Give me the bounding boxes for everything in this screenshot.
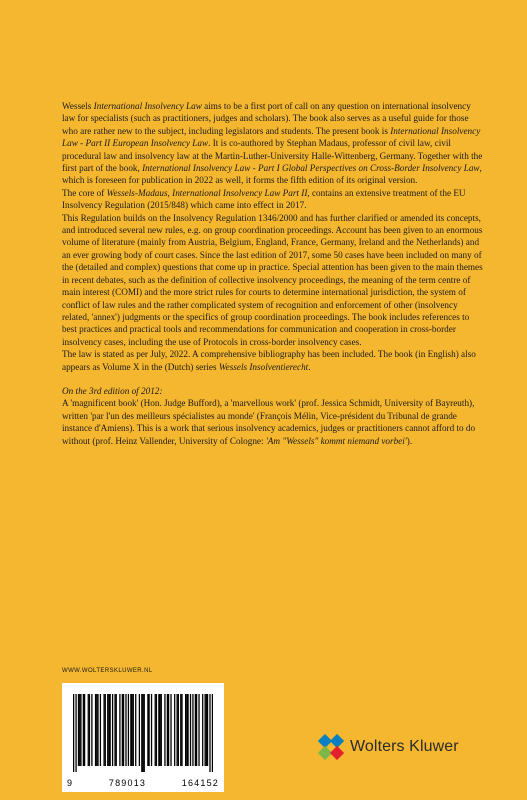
isbn-digit-group: 164152 <box>181 778 219 788</box>
isbn-barcode <box>62 683 224 792</box>
isbn-digit-group: 9 <box>67 778 74 788</box>
isbn-digits <box>67 778 219 788</box>
publisher-name: Wolters Kluwer <box>350 738 459 755</box>
reviews-body: A 'magnificent book' (Hon. Judge Bufford), a 'marvellous work' (prof. Jessica Schmidt, University of Bayreuth), written 'par l'un des meilleurs spécialistes au monde' (François Mélin, Vice-président du Tribunal de grande instance d'Amiens). This is a work that serious insolvency academics, judges or practitioners cannot afford to do without (prof. Heinz Vallender, University of Cologne: 'Am "Wessels" kommt niemand vorbei'). <box>62 398 476 446</box>
publisher-logo <box>318 734 459 760</box>
description-paragraph-3: This Regulation builds on the Insolvency Regulation 1346/2000 and has further clarified or amended its concepts, and introduced several new rules, e.g. on group coordination proceedings. Account has been given to an enormous volume of literature (mainly from Austria, Belgium, England, France, Germany, Ireland and the Netherlands) and an ever growing body of court cases. Since the last edition of 2017, some 50 cases have been included on many of the (detailed and complex) questions that come up in practice. Special attention has been given to the main themes in recent debates, such as the definition of collective insolvency proceedings, the meaning of the term centre of main interest (COMI) and the more strict rules for courts to determine international jurisdiction, the system of conflict of law rules and the rather complicated system of recognition and enforcement of other (insolvency related, 'annex') judgments or the specifics of group coordination proceedings. The book includes references to best practices and practical tools and recommendations for communication and cooperation in cross-border insolvency cases, including the use of Protocols in cross-border insolvency cases. <box>62 212 483 347</box>
reviews-heading: On the 3rd edition of 2012: <box>62 385 163 396</box>
description-paragraph-1: Wessels International Insolvency Law aims to be a first port of call on any question on international insolvency law for specialists (such as practitioners, judges and scholars). The book also serves as a useful guide for those who are rather new to the subject, including legislators and students. The present book is International Insolvency Law - Part II European Insolvency Law. It is co-authored by Stephan Madaus, professor of civil law, civil procedural law and insolvency law at the Martin-Luther-University Halle-Wittenberg, Germany. Together with the first part of the book, International Insolvency Law - Part I Global Perspectives on Cross-Border Insolvency Law, which is foreseen for publication in 2022 as well, it forms the fifth edition of its original version. <box>62 101 483 186</box>
description-paragraph-2: The core of Wessels-Madaus, International Insolvency Law Part II, contains an extensive treatment of the EU Insolvency Regulation (2015/848) which came into effect in 2017. <box>62 187 466 211</box>
publisher-url: WWW.WOLTERSKLUWER.NL <box>62 668 153 674</box>
barcode-bars <box>73 694 213 772</box>
description-paragraph-4: The law is stated as per July, 2022. A comprehensive bibliography has been included. The book (in English) also appears as Volume X in the (Dutch) series Wessels Insolventierecht. <box>62 349 476 372</box>
wolters-kluwer-logo-icon <box>318 734 344 760</box>
back-cover-text <box>62 100 486 447</box>
isbn-digit-group: 789013 <box>108 778 147 788</box>
